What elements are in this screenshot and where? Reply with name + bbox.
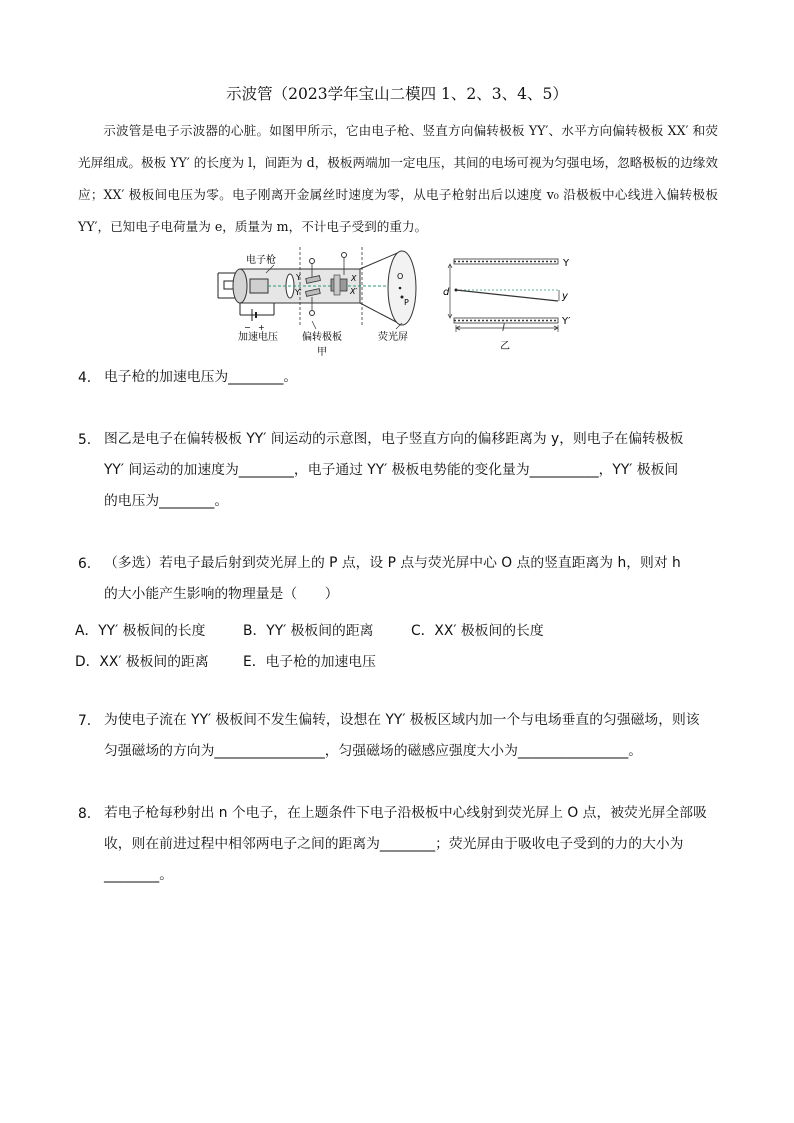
label-screen: 荧光屏 (378, 332, 408, 343)
option-b: B．YY′ 极板间的距离 (243, 623, 374, 639)
question-line: 若电子枪每秒射出 n 个电子，在上题条件下电子沿极板中心线射到荧光屏上 O 点，被荧光屏全部吸 (104, 805, 707, 821)
caption-yi: 乙 (500, 341, 510, 352)
yi-label-Y: Y (563, 258, 570, 269)
yi-label-l: l (502, 323, 505, 334)
intro-paragraph (78, 115, 718, 243)
question-line: YY′ 间运动的加速度为________，电子通过 YY′ 极板电势能的变化量为__________，YY′ 极板间 (104, 462, 679, 478)
question-line: 收，则在前进过程中相邻两电子之间的距离为________；荧光屏由于吸收电子受到的力的大小为 (104, 836, 684, 852)
question-line: （多选）若电子最后射到荧光屏上的 P 点，设 P 点与荧光屏中心 O 点的竖直距离为 h，则对 h (104, 555, 681, 571)
label-O: O (397, 272, 404, 281)
question-number: 4. (78, 370, 92, 386)
label-gun: 电子枪 (246, 255, 276, 266)
intro-text: 示波管是电子示波器的心脏。如图甲所示，它由电子枪、竖直方向偏转极板 YY′、水平方向偏转极板 XX′ 和荧光屏组成。极板 YY′ 的长度为 l，间距为 d，极板两端加一定电压，其间的电场可视为匀强电场，忽略极板的边缘效应；XX′ 极板间电压为零。电子刚离开金属丝时速度为零，从电子枪射出后以速度 v₀ 沿极板中心线进入偏转极板 YY′，已知电子电荷量为 e，质量为 m，不计电子受到的重力。 (78, 123, 718, 234)
question-line: 匀强磁场的方向为________________，匀强磁场的磁感应强度大小为________________。 (104, 743, 643, 759)
option-a: A．YY′ 极板间的长度 (75, 623, 206, 639)
option-e: E．电子枪的加速电压 (243, 654, 376, 670)
label-plates: 偏转极板 (302, 332, 342, 343)
label-Xp: X′ (350, 287, 358, 296)
question-number: 5. (78, 432, 92, 448)
page-title: 示波管（2023学年宝山二模四 1、2、3、4、5） (226, 85, 568, 103)
yi-label-Yp: Y′ (562, 316, 571, 327)
label-Yp: Y′ (295, 288, 302, 297)
label-accel: 加速电压 (238, 332, 278, 343)
caption-jia: 甲 (317, 347, 327, 358)
option-c: C．XX′ 极板间的长度 (411, 623, 544, 639)
yi-label-y: y (562, 291, 568, 302)
question-number: 8. (78, 806, 92, 822)
question-line: ________。 (104, 867, 173, 883)
label-P: P (404, 298, 409, 307)
figure-yi (440, 252, 590, 354)
yi-label-d: d (443, 287, 450, 298)
plus-sign: + (258, 323, 265, 332)
question-number: 6. (78, 556, 92, 572)
question-line: 的大小能产生影响的物理量是（ ） (104, 586, 339, 602)
question-line: 电子枪的加速电压为________。 (104, 369, 298, 385)
option-d: D．XX′ 极板间的距离 (75, 654, 209, 670)
figure-jia (216, 243, 428, 358)
label-Y: Y (296, 273, 301, 282)
question-line: 为使电子流在 YY′ 极板间不发生偏转，设想在 YY′ 极板区域内加一个与电场垂直的匀强磁场，则该 (104, 712, 700, 728)
question-line: 的电压为________。 (104, 493, 229, 509)
question-number: 7. (78, 713, 92, 729)
question-line: 图乙是电子在偏转极板 YY′ 间运动的示意图，电子竖直方向的偏移距离为 y，则电子在偏转极板 (104, 431, 684, 447)
minus-sign: − (244, 323, 251, 332)
label-X: X (351, 274, 357, 283)
